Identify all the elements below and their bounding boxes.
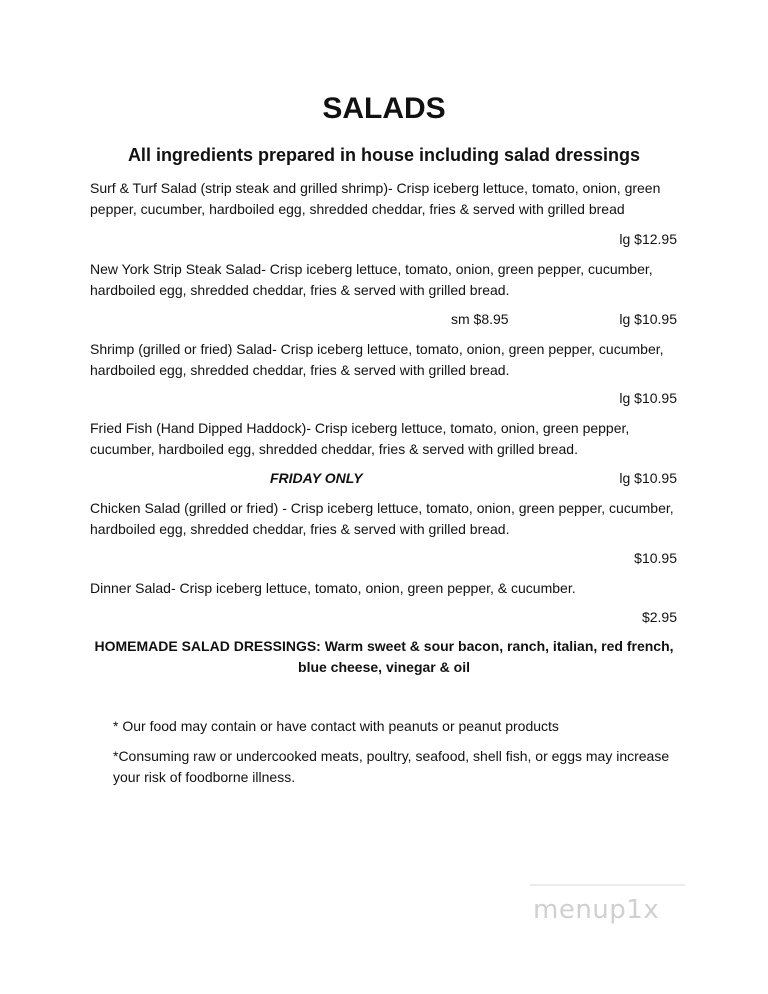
watermark-divider — [530, 884, 685, 886]
item-description: Shrimp (grilled or fried) Salad- Crisp iceberg lettuce, tomato, onion, green pepper, cucumber, hardboiled egg, shredded cheddar, fries & served with grilled bread. — [90, 341, 664, 378]
menu-item-fried-fish — [90, 418, 690, 460]
price-row — [0, 231, 768, 251]
item-description: Chicken Salad (grilled or fried) - Crisp iceberg lettuce, tomato, onion, green pepper, cucumber, hardboiled egg, shredded cheddar, fries & served with grilled bread. — [90, 500, 674, 537]
price-row — [0, 609, 768, 629]
price-small: sm $8.95 — [451, 311, 509, 327]
menupix-watermark: menup1x — [533, 895, 660, 925]
menu-item-shrimp — [90, 339, 690, 381]
raw-food-disclaimer: *Consuming raw or undercooked meats, poultry, seafood, shell fish, or eggs may increase your risk of foodborne illness. — [113, 748, 670, 785]
price: $2.95 — [641, 609, 677, 625]
item-description: Dinner Salad- Crisp iceberg lettuce, tomato, onion, green pepper, & cucumber. — [90, 580, 576, 596]
item-description: Fried Fish (Hand Dipped Haddock)- Crisp iceberg lettuce, tomato, onion, green pepper, cucumber, hardboiled egg, shredded cheddar, fries & served with grilled bread. — [90, 420, 630, 457]
page-title: SALADS — [322, 92, 446, 125]
price-row — [0, 470, 768, 490]
page-subtitle: All ingredients prepared in house including salad dressings — [127, 145, 641, 165]
price-row — [0, 311, 768, 331]
price-large: lg $10.95 — [619, 390, 677, 406]
menu-item-ny-strip — [90, 259, 690, 301]
price-row — [0, 390, 768, 410]
price-large: lg $12.95 — [619, 231, 677, 247]
price-large: lg $10.95 — [619, 311, 677, 327]
item-description: Surf & Turf Salad (strip steak and grilled shrimp)- Crisp iceberg lettuce, tomato, onion, green pepper, cucumber, hardboiled egg, shredded cheddar, fries & served with grilled bread — [90, 180, 661, 217]
price-row — [0, 550, 768, 570]
friday-only-note: FRIDAY ONLY — [270, 470, 363, 486]
salad-dressings-note: HOMEMADE SALAD DRESSINGS: Warm sweet & sour bacon, ranch, italian, red french, blue cheese, vinegar & oil — [94, 638, 674, 675]
peanut-disclaimer: * Our food may contain or have contact with peanuts or peanut products — [113, 718, 559, 734]
price: $10.95 — [634, 550, 677, 566]
price-large: lg $10.95 — [619, 470, 677, 486]
item-description: New York Strip Steak Salad- Crisp iceberg lettuce, tomato, onion, green pepper, cucumber, hardboiled egg, shredded cheddar, fries & served with grilled bread. — [90, 261, 653, 298]
menu-item-dinner-salad — [90, 578, 690, 599]
menu-item-chicken — [90, 498, 690, 540]
menu-item-surf-turf — [90, 178, 690, 220]
